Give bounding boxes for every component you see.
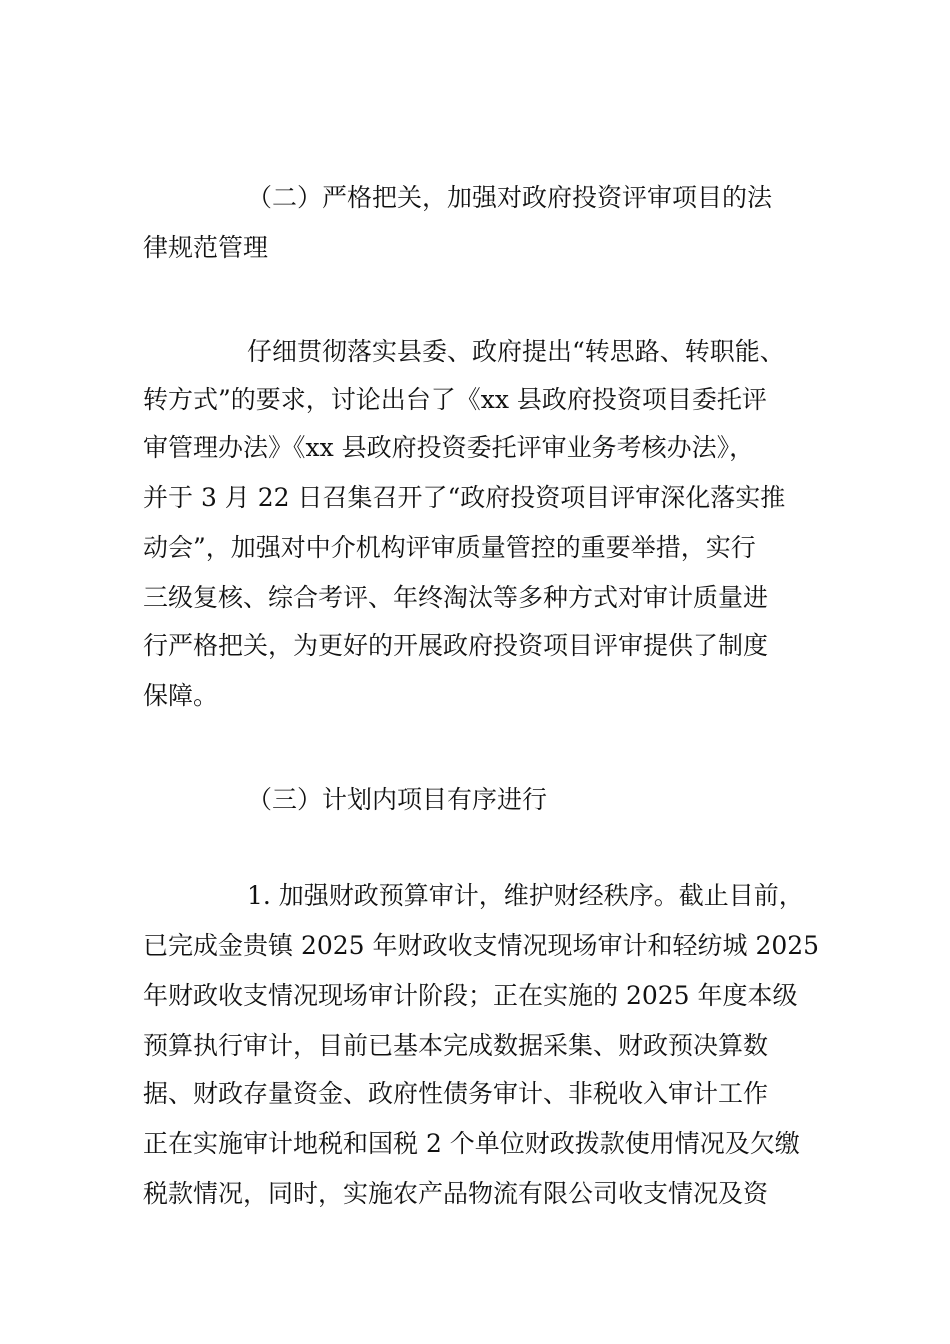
- section-three-paragraph-line-4: 预算执行审计，目前已基本完成数据采集、财政预决算数: [143, 1031, 769, 1060]
- section-three-paragraph-line-7: 税款情况，同时，实施农产品物流有限公司收支情况及资: [143, 1179, 769, 1208]
- section-three-paragraph-line-2: 已完成金贵镇 2025 年财政收支情况现场审计和轻纺城 2025: [143, 931, 820, 960]
- section-three-paragraph-line-1: 1. 加强财政预算审计，维护财经秩序。截止目前，: [247, 881, 804, 910]
- section-three-paragraph-line-5: 据、财政存量资金、政府性债务审计、非税收入审计工作: [143, 1079, 769, 1108]
- section-two-heading-line-1: （二）严格把关，加强对政府投资评审项目的法: [247, 183, 773, 212]
- section-two-heading-line-2: 律规范管理: [143, 233, 269, 262]
- section-two-paragraph-line-7: 行严格把关，为更好的开展政府投资项目评审提供了制度: [143, 631, 769, 660]
- section-two-paragraph-line-4: 并于 3 月 22 日召集召开了“政府投资项目评审深化落实推: [143, 483, 786, 512]
- section-two-paragraph-line-6: 三级复核、综合考评、年终淘汰等多种方式对审计质量进: [143, 583, 769, 612]
- section-two-paragraph-line-1: 仔细贯彻落实县委、政府提出“转思路、转职能、: [247, 337, 785, 366]
- section-three-heading: （三）计划内项目有序进行: [247, 785, 548, 814]
- section-two-paragraph-line-5: 动会”，加强对中介机构评审质量管控的重要举措，实行: [143, 533, 756, 562]
- section-two-paragraph-line-8: 保障。: [143, 681, 219, 710]
- section-three-paragraph-line-3: 年财政收支情况现场审计阶段；正在实施的 2025 年度本级: [143, 981, 798, 1010]
- section-three-paragraph-line-6: 正在实施审计地税和国税 2 个单位财政拨款使用情况及欠缴: [143, 1129, 800, 1158]
- section-two-paragraph-line-2: 转方式”的要求，讨论出台了《xx 县政府投资项目委托评: [143, 385, 767, 414]
- section-two-paragraph-line-3: 审管理办法》《xx 县政府投资委托评审业务考核办法》，: [143, 433, 755, 462]
